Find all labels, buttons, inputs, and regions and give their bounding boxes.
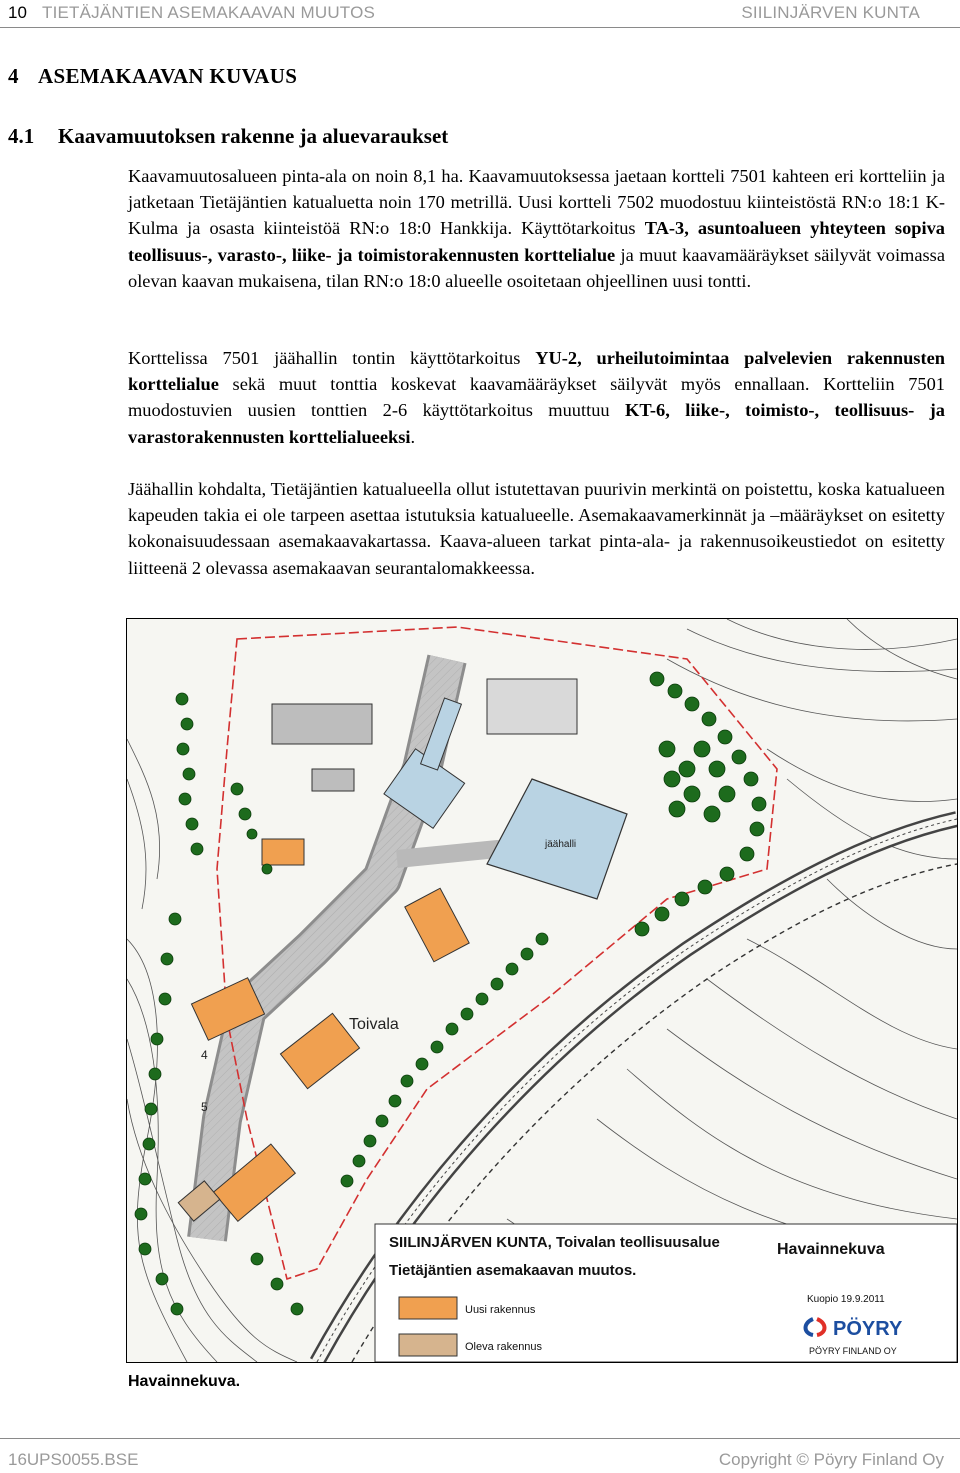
section-heading <box>8 64 297 89</box>
p2-text-c: sekä muut tonttia koskevat kaavamääräykset säilyvät myös ennallaan. Kortteliin 7501 muodostuvien uusien tonttien 2-6 käyttötarkoitus muuttuu <box>128 374 945 421</box>
existing-building-1 <box>272 704 372 744</box>
figure-caption: Havainnekuva. <box>128 1373 241 1390</box>
legend-existing-label: Oleva rakennus <box>465 1341 543 1353</box>
footer-rule <box>0 1438 960 1439</box>
section-title: ASEMAKAAVAN KUVAUS <box>38 64 298 88</box>
existing-building-2 <box>312 769 354 791</box>
page-header <box>0 0 960 26</box>
p2-text-e: . <box>410 426 416 447</box>
legend-box <box>375 1224 957 1362</box>
existing-building-3 <box>487 679 577 734</box>
footer-code: 16UPS0055.BSE <box>8 1450 139 1469</box>
p2-bold-2: KT-6, liike-, toimisto-, teollisuus- ja varastorakennusten korttelialueeksi <box>128 400 945 447</box>
p2-text-a: Korttelissa 7501 jäähallin tontin käyttötarkoitus <box>128 348 536 368</box>
legend-new-swatch <box>399 1297 457 1319</box>
legend-new-label: Uusi rakennus <box>465 1304 536 1316</box>
p1-text-c: ja muut kaavamääräykset säilyvät voimassa olevan kaavan mukaisena, tilan RN:o 18:0 alueelle osoitetaan ohjeellinen uusi tontti. <box>128 244 945 291</box>
place-label: Toivala <box>349 1016 399 1033</box>
site-plan-illustration <box>126 618 958 1363</box>
page-number: 10 <box>8 3 27 22</box>
site-plan-svg <box>127 619 957 1362</box>
legend-title-2: Tietäjäntien asemakaavan muutos. <box>389 1262 637 1279</box>
page-footer <box>0 1438 960 1473</box>
paragraph-1 <box>128 163 945 294</box>
p1-bold: TA-3, asuntoalueen yhteyteen sopiva teollisuus-, varasto-, liike- ja toimistorakennusten korttelialue <box>128 218 945 265</box>
new-building-1 <box>262 839 304 865</box>
subsection-heading <box>8 124 448 149</box>
footer-copyright: Copyright © Pöyry Finland Oy <box>718 1450 944 1469</box>
legend-company: PÖYRY <box>833 1318 903 1340</box>
header-municipality: SIILINJÄRVEN KUNTA <box>741 3 920 22</box>
p1-text-a: Kaavamuutosalueen pinta-ala on noin 8,1 ha. Kaavamuutoksessa jaetaan kortteli 7501 kahteen eri kortteliin ja jatketaan Tietäjäntien katualuetta noin 170 metrillä. Uusi kortteli 7502 muodostuu kiinteistöstä RN:o 18:1 K-Kulma ja osasta kiinteistöä RN:o 18:0 Hankkija. Käyttötarkoitus <box>128 166 945 239</box>
subsection-title: Kaavamuutoksen rakenne ja aluevaraukset <box>58 124 449 148</box>
section-number: 4 <box>8 64 19 88</box>
plot-number-5: 5 <box>201 1100 208 1114</box>
ice-hall <box>487 779 627 899</box>
plot-number-4: 4 <box>201 1048 208 1062</box>
subsection-number: 4.1 <box>8 124 35 148</box>
legend-company-sub: PÖYRY FINLAND OY <box>809 1346 897 1356</box>
legend-title-1: SIILINJÄRVEN KUNTA, Toivalan teollisuusalue <box>389 1234 720 1251</box>
header-title: TIETÄJÄNTIEN ASEMAKAAVAN MUUTOS <box>42 3 376 22</box>
legend-existing-swatch <box>399 1334 457 1356</box>
p2-bold-1: YU-2, urheilutoimintaa palvelevien rakennusten korttelialue <box>128 348 945 395</box>
header-rule <box>0 27 960 28</box>
new-building-2 <box>405 888 469 962</box>
legend-date: Kuopio 19.9.2011 <box>807 1294 885 1305</box>
ice-hall-label: jäähalli <box>545 839 577 850</box>
paragraph-3: Jäähallin kohdalta, Tietäjäntien katualueella ollut istutettavan puurivin merkintä on poistettu, koska katualueen kapeuden takia ei ole tarpeen asettaa istutuksia katualueelle. Asemakaavamerkinnät ja –määräykset on esitetty kokonaisuudessaan asemakaavakartassa. Kaava-alueen tarkat pinta-ala- ja rakennusoikeustiedot on esitetty liitteenä 2 olevassa asemakaavan seurantalomakkeessa. <box>128 479 945 578</box>
new-building-4 <box>280 1013 359 1088</box>
paragraph-2 <box>128 345 945 450</box>
legend-view-label: Havainnekuva <box>777 1241 885 1258</box>
